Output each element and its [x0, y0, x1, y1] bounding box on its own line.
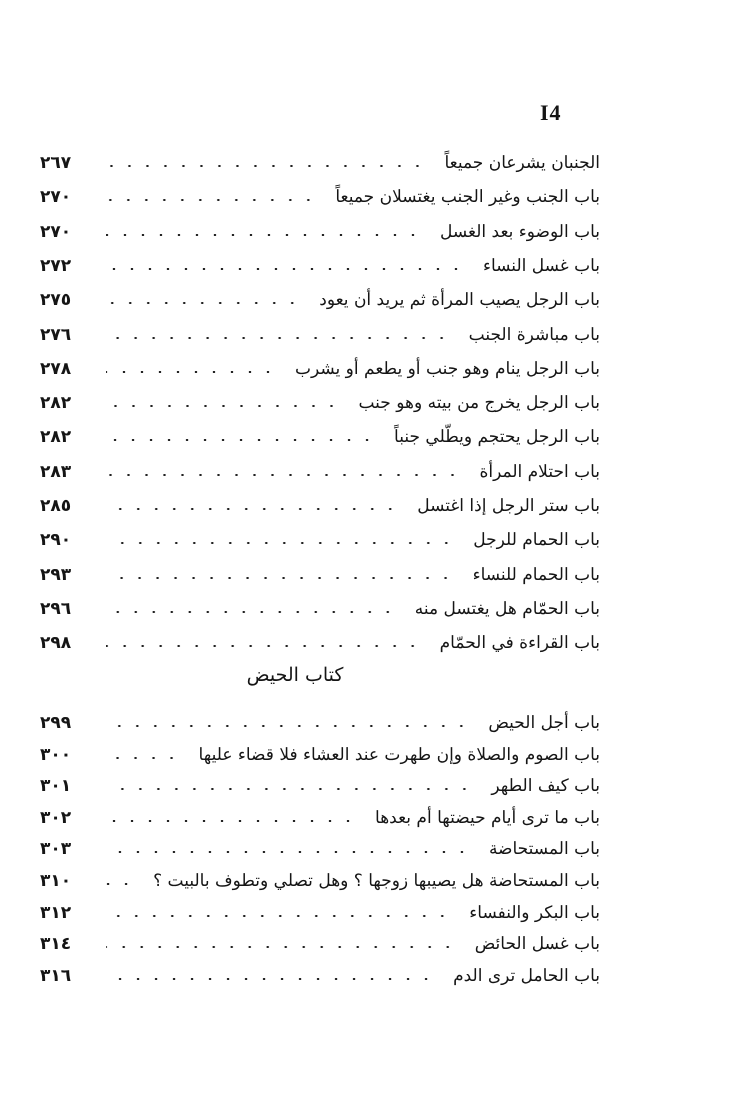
toc-entry	[40, 251, 600, 281]
toc-entry	[40, 961, 600, 991]
toc-entry	[40, 708, 600, 738]
toc-entry-page: ٢٩٩	[40, 713, 72, 733]
toc-entry-page: ٢٧٢	[40, 255, 72, 276]
dot-leader	[106, 405, 340, 407]
toc-entry-title: باب مباشرة الجنب	[468, 324, 600, 345]
toc-entry	[40, 354, 600, 384]
dot-leader	[106, 978, 435, 980]
toc-entry	[40, 182, 600, 212]
toc-entry	[40, 525, 600, 555]
dot-leader	[106, 946, 457, 948]
toc-entry-page: ٢٧٠	[40, 221, 72, 242]
dot-leader	[106, 474, 462, 476]
dot-leader	[106, 788, 473, 790]
toc-entry-title: باب الحمّام هل يغتسل منه	[414, 598, 600, 619]
section-heading: كتاب الحيض	[246, 664, 344, 686]
toc-entry-title: باب الرجل يصيب المرأة ثم يريد أن يعود	[319, 290, 600, 311]
toc-entry	[40, 803, 600, 833]
dot-leader	[106, 577, 455, 579]
dot-leader	[106, 915, 451, 917]
dot-leader	[106, 820, 357, 822]
dot-leader	[106, 302, 301, 304]
dot-leader	[106, 883, 135, 885]
toc-entry-title: باب الوضوء بعد الغسل	[439, 221, 600, 242]
dot-leader	[106, 268, 465, 270]
toc-entry-title: باب الرجل يحتجم ويطّلي جنباً	[394, 427, 600, 448]
toc-entry-page: ٢٧٥	[40, 290, 72, 311]
toc-entry-title: باب ما ترى أيام حيضتها أم بعدها	[375, 807, 600, 828]
dot-leader	[106, 199, 317, 201]
dot-leader	[106, 611, 397, 613]
toc-entry-page: ٣٠٠	[40, 744, 72, 765]
toc-entry-page: ٣٠٣	[40, 839, 72, 860]
dot-leader	[106, 234, 422, 236]
dot-leader	[106, 439, 376, 441]
toc-entry	[40, 422, 600, 452]
dot-leader	[106, 851, 471, 853]
toc-entry	[40, 929, 600, 959]
toc-entry	[40, 217, 600, 247]
toc-entry-page: ٢٩٦	[40, 598, 72, 619]
toc-entry-title: الجنبان يشرعان جميعاً	[444, 153, 600, 173]
toc-entry-page: ٣١٦	[40, 965, 72, 986]
toc-entry-page: ٢٩٠	[40, 530, 72, 551]
toc-entry	[40, 457, 600, 487]
toc-entry-page: ٣١٠	[40, 871, 72, 891]
toc-entry-title: باب غسل الحائض	[474, 934, 600, 955]
page-number: I4	[540, 100, 562, 125]
dot-leader	[106, 165, 426, 167]
toc-entry-title: باب الجنب وغير الجنب يغتسلان جميعاً	[335, 187, 600, 208]
toc-entry	[40, 594, 600, 624]
toc-entry	[40, 388, 600, 418]
toc-entry-page: ٣٠١	[40, 776, 72, 797]
dot-leader	[106, 542, 455, 544]
dot-leader	[106, 371, 277, 373]
toc-entry	[40, 898, 600, 928]
toc-entry-title: باب ستر الرجل إذا اغتسل	[417, 496, 600, 516]
toc-entry	[40, 834, 600, 864]
toc-entry	[40, 320, 600, 350]
toc-entry-page: ٢٩٣	[40, 564, 72, 585]
toc-entry-page: ٢٨٢	[40, 427, 72, 448]
toc-entry	[40, 285, 600, 315]
toc-entry-title: باب البكر والنفساء	[469, 902, 600, 923]
toc-entry-title: باب الصوم والصلاة وإن طهرت عند العشاء فلا قضاء عليها	[198, 744, 600, 765]
toc-entry-page: ٢٧٨	[40, 358, 72, 379]
dot-leader	[106, 725, 470, 727]
toc-entry-title: باب الحمام للنساء	[472, 564, 600, 585]
dot-leader	[106, 645, 422, 647]
dot-leader	[106, 757, 181, 759]
toc-entry-title: باب احتلام المرأة	[479, 461, 600, 482]
toc-entry-title: باب الرجل يخرج من بيته وهو جنب	[358, 393, 600, 414]
toc-entry-page: ٣١٢	[40, 902, 72, 923]
toc-entry-title: باب كيف الطهر	[491, 776, 600, 797]
toc-entry-title: باب الحمام للرجل	[473, 530, 600, 551]
toc-entry	[40, 491, 600, 521]
toc-entry-page: ٢٨٥	[40, 496, 72, 516]
toc-entry-title: باب الحامل ترى الدم	[453, 965, 600, 986]
toc-entry-page: ٢٩٨	[40, 633, 72, 654]
toc-entry	[40, 866, 600, 896]
toc-entry-page: ٢٨٢	[40, 393, 72, 414]
toc-entry-page: ٢٧٦	[40, 324, 72, 345]
toc-entry-title: باب غسل النساء	[482, 255, 600, 276]
toc-entry-title: باب المستحاضة هل يصيبها زوجها ؟ وهل تصلي وتطوف بالبيت ؟	[153, 871, 600, 891]
toc-entry-title: باب المستحاضة	[488, 839, 600, 860]
toc-entry-page: ٢٧٠	[40, 187, 72, 208]
toc-entry	[40, 628, 600, 658]
toc-entry	[40, 560, 600, 590]
toc-entry-page: ٢٨٣	[40, 461, 72, 482]
toc-entry-title: باب الرجل ينام وهو جنب أو يطعم أو يشرب	[294, 358, 600, 379]
toc-entry-page: ٣١٤	[40, 934, 72, 955]
toc-entry-title: باب القراءة في الحمّام	[439, 633, 600, 654]
toc-entry-page: ٣٠٢	[40, 807, 72, 828]
toc-entry-page: ٢٦٧	[40, 153, 72, 173]
toc-entry	[40, 148, 600, 178]
toc-entry	[40, 771, 600, 801]
dot-leader	[106, 337, 451, 339]
toc-entry	[40, 740, 600, 770]
toc-entry-title: باب أجل الحيض	[488, 713, 600, 733]
dot-leader	[106, 508, 399, 510]
